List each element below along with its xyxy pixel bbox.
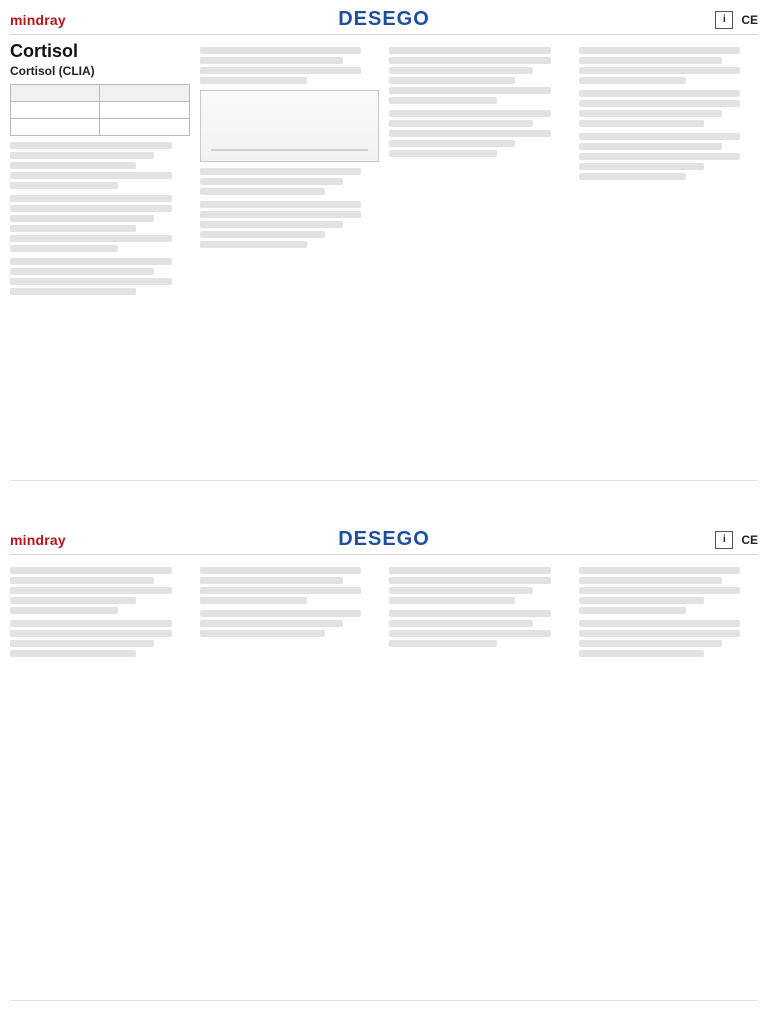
text-line [389,630,551,637]
paragraph-lines [579,133,759,180]
brand-logo: mindray [10,532,66,548]
text-line [200,597,308,604]
text-line [10,640,154,647]
text-line [200,241,308,248]
text-line [579,133,741,140]
text-line [579,110,723,117]
text-line [200,67,362,74]
regulatory-marks [715,11,758,29]
text-line [579,630,741,637]
text-line [200,620,344,627]
text-line [389,587,533,594]
text-line [389,640,497,647]
paragraph-lines [579,567,759,614]
text-line [200,168,362,175]
info-table [10,84,190,136]
bottom-col-3 [389,561,569,1009]
text-line [10,245,118,252]
text-line [200,221,344,228]
top-sheet [0,0,768,504]
text-line [200,188,326,195]
text-line [389,567,551,574]
text-line [10,235,172,242]
text-line [579,47,741,54]
top-header [10,6,758,35]
paragraph-lines [10,620,190,657]
text-line [200,47,362,54]
text-line [389,140,515,147]
text-line [200,201,362,208]
text-line [10,288,136,295]
text-line [10,607,118,614]
top-col-1 [10,41,190,489]
text-line [10,142,172,149]
text-line [579,650,705,657]
text-line [389,577,551,584]
text-line [10,195,172,202]
paragraph-lines [200,567,380,604]
text-line [10,162,136,169]
text-line [579,597,705,604]
paragraph-lines [200,168,380,195]
ce-mark: CE [741,533,758,547]
top-columns [10,41,758,489]
text-line [10,577,154,584]
text-line [579,640,723,647]
text-line [579,173,687,180]
text-line [200,577,344,584]
text-line [579,100,741,107]
table-cell [100,119,189,136]
text-line [579,57,723,64]
text-line [200,567,362,574]
regulatory-marks [715,531,758,549]
device-illustration [200,90,380,162]
ce-mark: CE [741,13,758,27]
paragraph-lines [200,47,380,84]
text-line [389,597,515,604]
text-line [579,67,741,74]
text-line [10,620,172,627]
top-footer [10,480,758,498]
top-col-3 [389,41,569,489]
text-line [389,110,551,117]
text-line [389,97,497,104]
text-line [10,215,154,222]
center-logo: DESEGO [338,8,430,30]
table-cell [100,102,189,119]
text-line [200,231,326,238]
table-cell [11,102,100,119]
bottom-col-1 [10,561,190,1009]
bottom-sheet [0,520,768,1024]
text-line [10,268,154,275]
text-line [579,143,723,150]
text-line [389,120,533,127]
table-cell [11,119,100,136]
bottom-footer [10,1000,758,1018]
text-line [200,630,326,637]
document-subtitle: Cortisol (CLIA) [10,64,95,78]
brand-logo: mindray [10,12,66,28]
paragraph-lines [10,195,190,252]
text-line [389,130,551,137]
bottom-col-2 [200,561,380,1009]
paragraph-lines [200,610,380,637]
paragraph-lines [10,258,190,295]
table-header [11,85,100,102]
text-line [10,182,118,189]
text-line [579,120,705,127]
bottom-header [10,526,758,555]
text-line [10,225,136,232]
text-line [10,205,172,212]
text-line [389,57,551,64]
text-line [200,178,344,185]
text-line [10,650,136,657]
text-line [579,577,723,584]
text-line [579,90,741,97]
paragraph-lines [389,47,569,104]
text-line [579,77,687,84]
text-line [10,278,172,285]
table-header [100,85,189,102]
text-line [389,67,533,74]
text-line [579,587,741,594]
text-line [579,163,705,170]
text-line [10,172,172,179]
text-line [10,630,172,637]
text-line [389,77,515,84]
bottom-columns [10,561,758,1009]
top-col-4 [579,41,759,489]
bottom-col-4 [579,561,759,1009]
text-line [10,258,172,265]
text-line [10,597,136,604]
text-line [579,153,741,160]
text-line [389,87,551,94]
info-icon: i [715,531,733,549]
paragraph-lines [10,567,190,614]
paragraph-lines [579,47,759,84]
document-title: Cortisol [10,41,79,61]
text-line [10,567,172,574]
text-line [579,567,741,574]
paragraph-lines [579,620,759,657]
center-logo: DESEGO [338,528,430,550]
paragraph-lines [389,110,569,157]
text-line [579,607,687,614]
text-line [10,587,172,594]
text-line [10,152,154,159]
paragraph-lines [200,201,380,248]
paragraph-lines [10,142,190,189]
text-line [389,150,497,157]
text-line [200,77,308,84]
paragraph-lines [579,90,759,127]
paragraph-lines [389,567,569,604]
text-line [579,620,741,627]
paragraph-lines [389,610,569,647]
text-line [200,587,362,594]
top-col-2 [200,41,380,489]
info-icon: i [715,11,733,29]
text-line [200,610,362,617]
text-line [389,610,551,617]
text-line [200,211,362,218]
text-line [389,620,533,627]
text-line [389,47,551,54]
text-line [200,57,344,64]
